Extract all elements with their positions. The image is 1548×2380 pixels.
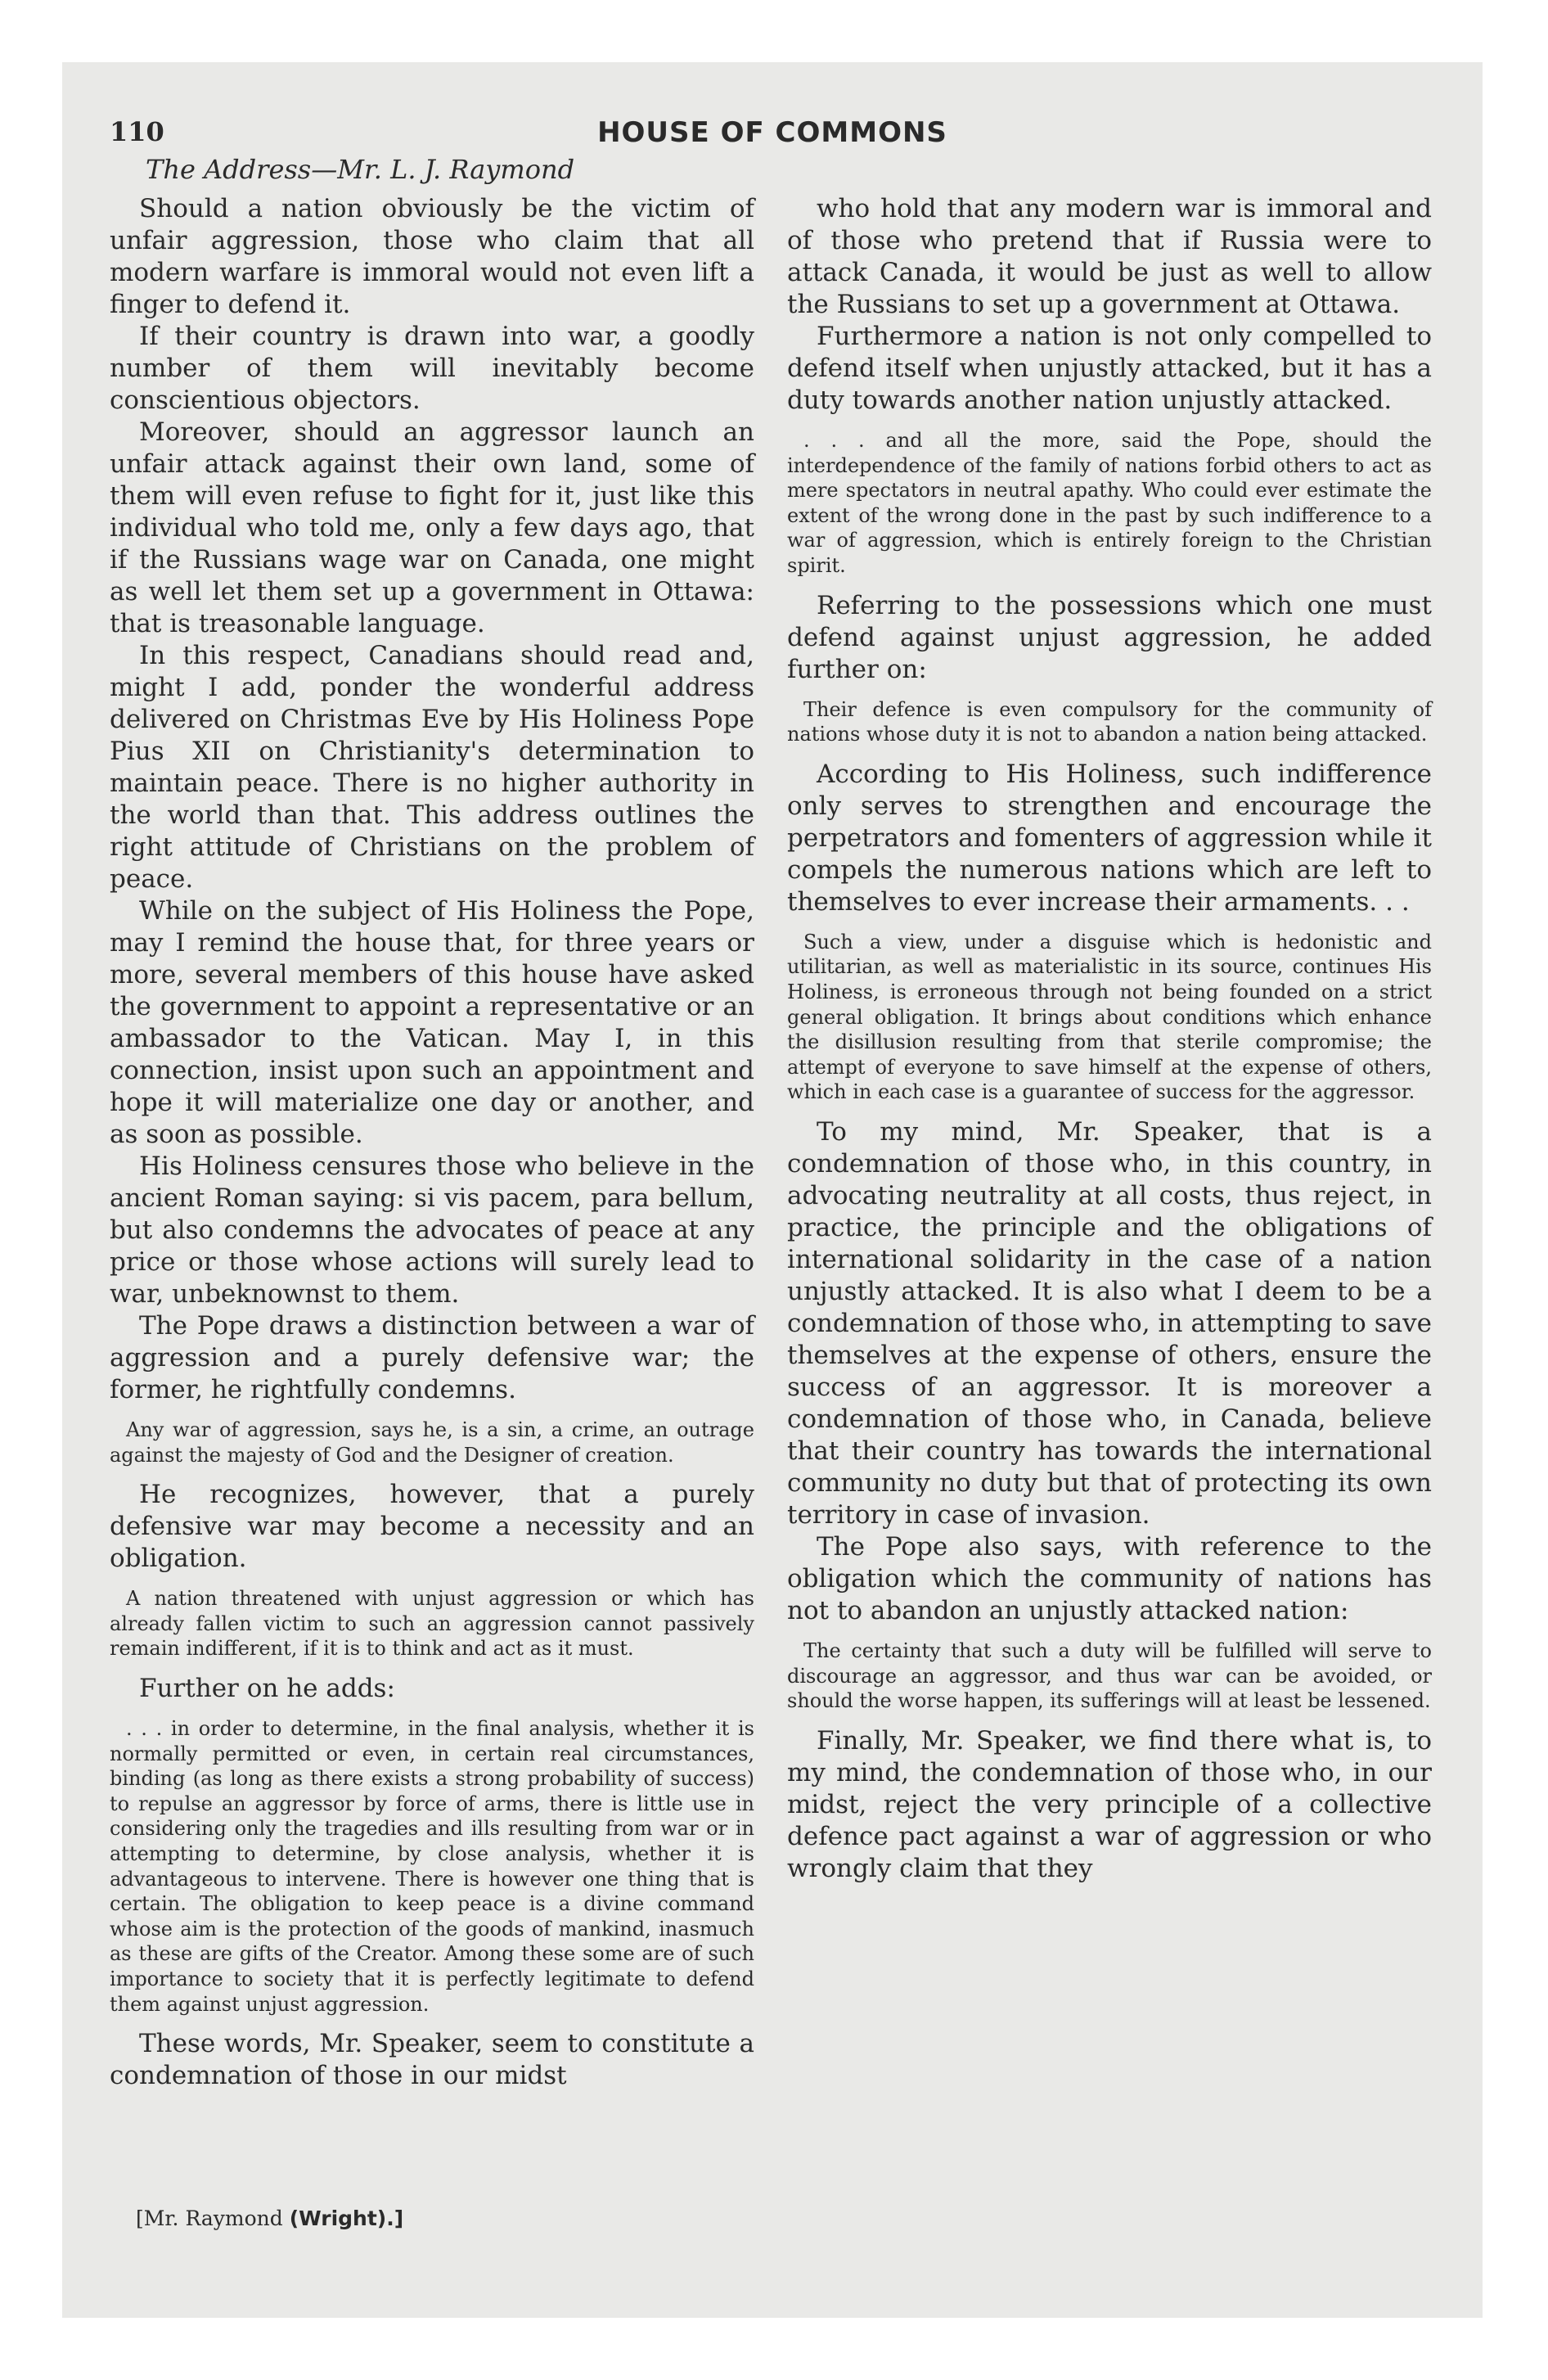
page-header xyxy=(110,116,1435,159)
paragraph: He recognizes, however, that a purely defensive war may become a necessity and an obligation. xyxy=(110,1480,754,1574)
paragraph: Finally, Mr. Speaker, we find there what is, to my mind, the condemnation of those who, in our midst, reject the very principle of a collective defence pact against a war of aggression or who wrongly claim that they xyxy=(787,1725,1432,1883)
paragraph: The Pope also says, with reference to the obligation which the community of nations has not to abandon an unjustly attacked nation: xyxy=(787,1531,1432,1625)
right-column xyxy=(787,193,1432,1885)
paragraph: According to His Holiness, such indifference only serves to strengthen and encourage the perpetrators and fomenters of aggression while it compels the numerous nations which are left to themselves to ever increase their armaments. . . xyxy=(787,759,1432,917)
running-head: HOUSE OF COMMONS xyxy=(597,116,947,149)
paragraph: who hold that any modern war is immoral and of those who pretend that if Russia were to attack Canada, it would be just as well to allow the Russians to set up a government at Ottawa. xyxy=(787,194,1432,319)
paragraph: If their country is drawn into war, a goodly number of them will inevitably become conscientious objectors. xyxy=(110,322,754,415)
paragraph: In this respect, Canadians should read and, might I add, ponder the wonderful address delivered on Christmas Eve by His Holiness Pope Pius XII on Christianity's determination to maintain peace. There is no higher authority in the world than that. This address outlines the right attitude of Christians on the problem of peace. xyxy=(110,641,754,894)
block-quote: . . . and all the more, said the Pope, should the interdependence of the family of nations forbid others to act as mere spectators in neutral apathy. Who could ever estimate the extent of the wrong done in the past by such indifference to a war of aggression, which is entirely foreign to the Christian spirit. xyxy=(787,429,1432,577)
page-number: 110 xyxy=(110,116,164,147)
paragraph: Further on he adds: xyxy=(139,1673,395,1703)
block-quote: Any war of aggression, says he, is a sin, a crime, an outrage against the majesty of God and the Designer of creation. xyxy=(110,1418,754,1467)
block-quote: Their defence is even compulsory for the community of nations whose duty it is not to abandon a nation being attacked. xyxy=(787,697,1432,746)
paragraph: The Pope draws a distinction between a war of aggression and a purely defensive war; the former, he rightfully condemns. xyxy=(110,1311,754,1404)
speaker-footer xyxy=(136,2206,403,2230)
paragraph: Should a nation obviously be the victim of unfair aggression, those who claim that all modern warfare is immoral would not even lift a finger to defend it. xyxy=(110,194,754,319)
paragraph: Moreover, should an aggressor launch an unfair attack against their own land, some of them will even refuse to fight for it, just like this individual who told me, only a few days ago, that if the Russians wage war on Canada, one might as well let them set up a government in Ottawa: that is treasonable language. xyxy=(110,417,754,638)
block-quote: . . . in order to determine, in the final analysis, whether it is normally permitted or even, in certain real circumstances, binding (as long as there exists a strong probability of success) to repulse an aggressor by force of arms, there is little use in considering only the tragedies and ills resulting from war or in attempting to determine, by close analysis, whether it is advantageous to intervene. There is however one thing that is certain. The obligation to keep peace is a divine command whose aim is the protection of the goods of mankind, inasmuch as these are gifts of the Creator. Among these some are of such importance to society that it is perfectly legitimate to defend them against unjust aggression. xyxy=(110,1716,754,2016)
paragraph: To my mind, Mr. Speaker, that is a condemnation of those who, in this country, in advocating neutrality at all costs, thus reject, in practice, the principle and the obligations of international solidarity in the case of a nation unjustly attacked. It is also what I deem to be a condemnation of those who, in attempting to save themselves at the expense of others, ensure the success of an aggressor. It is moreover a condemnation of those who, in Canada, believe that their country has towards the international community no duty but that of protecting its own territory in case of invasion. xyxy=(787,1116,1432,1530)
left-column xyxy=(110,193,754,2092)
paragraph: Referring to the possessions which one must defend against unjust aggression, he added further on: xyxy=(787,590,1432,684)
block-quote: Such a view, under a disguise which is hedonistic and utilitarian, as well as materialistic in its source, continues His Holiness, is erroneous through not being founded on a strict general obligation. It brings about conditions which enhance the disillusion resulting from that sterile compromise; the attempt of everyone to save himself at the expense of others, which in each case is a guarantee of success for the aggressor. xyxy=(787,930,1432,1104)
section-subhead: The Address—Mr. L. J. Raymond xyxy=(146,154,575,185)
paragraph: While on the subject of His Holiness the Pope, may I remind the house that, for three years or more, several members of this house have asked the government to appoint a representative or an ambassador to the Vatican. May I, in this connection, insist upon such an appointment and hope it will materialize one day or another, and as soon as possible. xyxy=(110,896,754,1149)
footer-name: (Wright).] xyxy=(289,2206,404,2230)
block-quote: The certainty that such a duty will be fulfilled will serve to discourage an aggressor, and thus war can be avoided, or should the worse happen, its sufferings will at least be lessened. xyxy=(787,1639,1432,1713)
footer-prefix: [Mr. Raymond xyxy=(136,2206,283,2230)
block-quote: A nation threatened with unjust aggression or which has already fallen victim to such an aggression cannot passively remain indifferent, if it is to think and act as it must. xyxy=(110,1587,754,1661)
paragraph: Furthermore a nation is not only compelled to defend itself when unjustly attacked, but it has a duty towards another nation unjustly attacked. xyxy=(787,322,1432,415)
paragraph: His Holiness censures those who believe in the ancient Roman saying: si vis pacem, para bellum, but also condemns the advocates of peace at any price or those whose actions will surely lead to war, unbeknownst to them. xyxy=(110,1152,754,1309)
paragraph: These words, Mr. Speaker, seem to constitute a condemnation of those in our midst xyxy=(110,2029,754,2091)
